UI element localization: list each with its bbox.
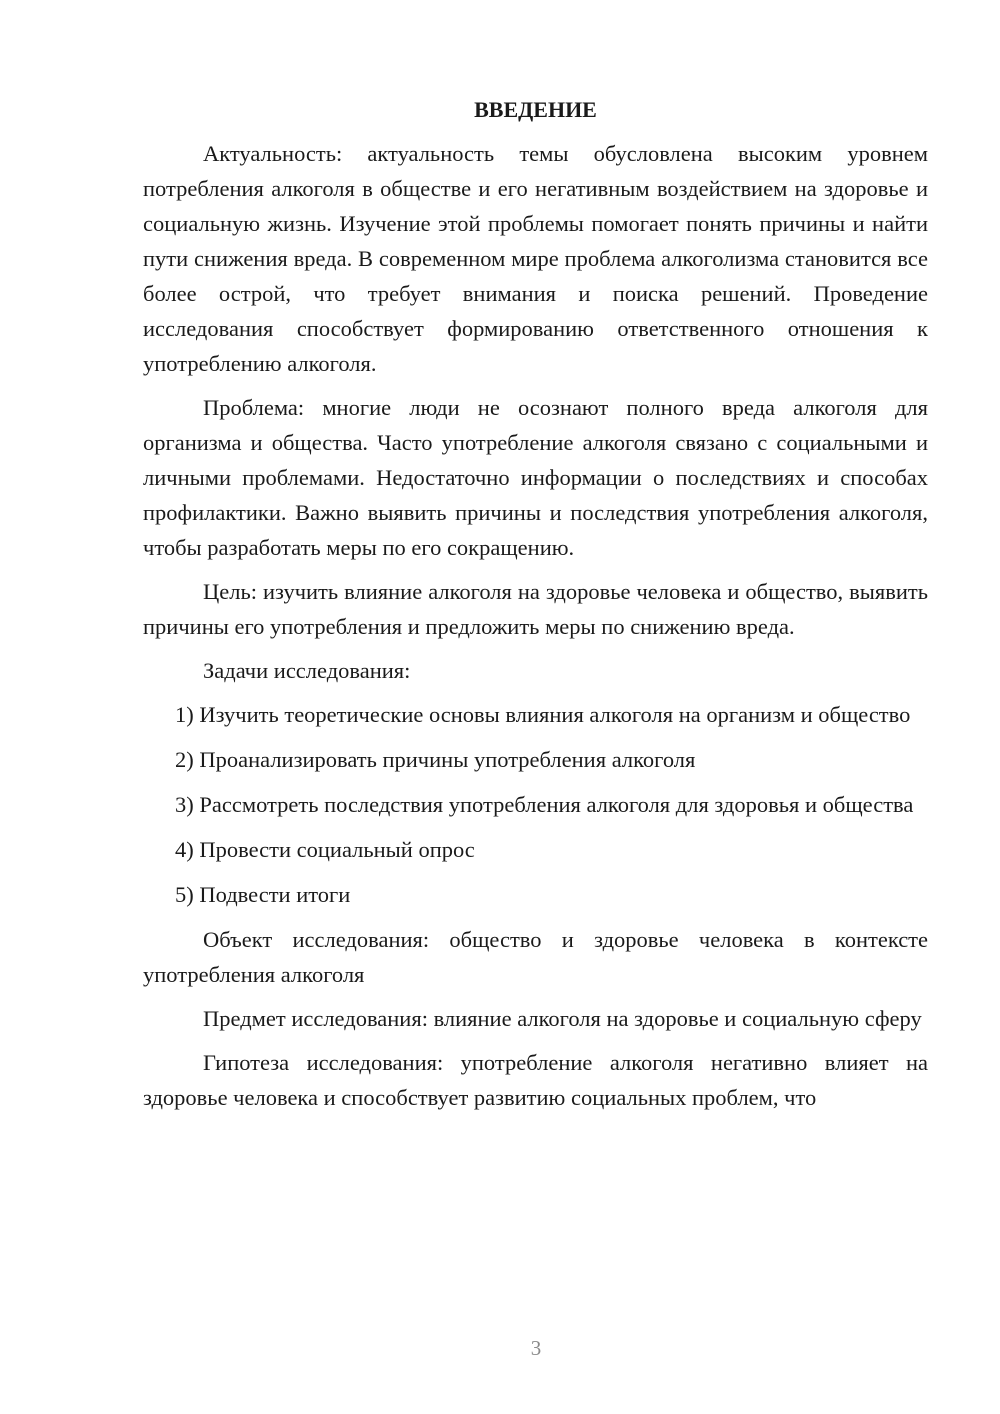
task-item-1: 1) Изучить теоретические основы влияния алкоголя на организм и общество [175,702,911,727]
relevance-paragraph: Актуальность: актуальность темы обусловлена высоким уровнем потребления алкоголя в обществе и его негативным воздействием на здоровье и социальную жизнь. Изучение этой проблемы помогает понять причины и найти пути снижения вреда. В современном мире проблема алкоголизма становится все более острой, что требует внимания и поиска решений. Проведение исследования способствует формированию ответственного отношения к употреблению алкоголя. [143,141,928,376]
research-subject-paragraph: Предмет исследования: влияние алкоголя на здоровье и социальную сферу [203,1006,922,1031]
goal-paragraph: Цель: изучить влияние алкоголя на здоровье человека и общество, выявить причины его употребления и предложить меры по снижению вреда. [143,579,928,639]
page-content [143,92,928,1124]
task-item-2: 2) Проанализировать причины употребления алкоголя [175,747,696,772]
tasks-heading: Задачи исследования: [203,658,411,683]
page-number: 3 [530,1336,542,1360]
hypothesis-paragraph: Гипотеза исследования: употребление алкоголя негативно влияет на здоровье человека и способствует развитию социальных проблем, что [143,1050,928,1110]
task-item-5: 5) Подвести итоги [175,882,351,907]
research-object-paragraph: Объект исследования: общество и здоровье человека в контексте употребления алкоголя [143,927,928,987]
problem-paragraph: Проблема: многие люди не осознают полного вреда алкоголя для организма и общества. Часто употребление алкоголя связано с социальными и личными проблемами. Недостаточно информации о последствиях и способах профилактики. Важно выявить причины и последствия употребления алкоголя, чтобы разработать меры по его сокращению. [143,395,928,560]
task-item-4: 4) Провести социальный опрос [175,837,475,862]
task-item-3: 3) Рассмотреть последствия употребления алкоголя для здоровья и общества [175,792,914,817]
section-title: ВВЕДЕНИЕ [474,97,597,122]
